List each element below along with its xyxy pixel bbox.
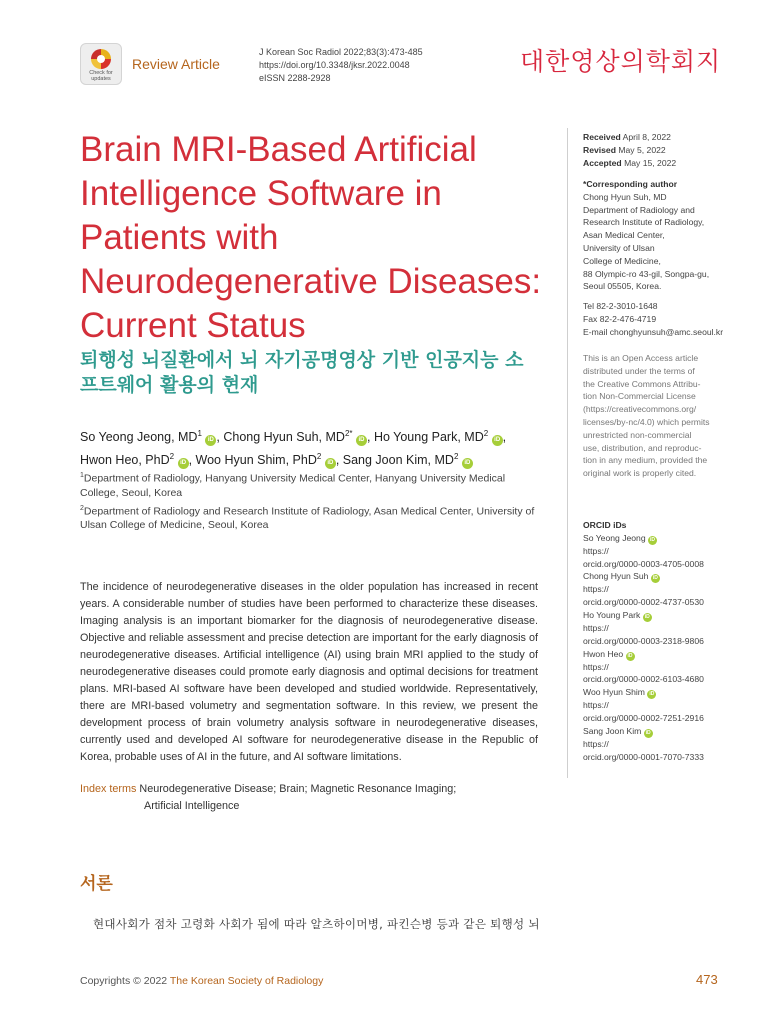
journal-citation: J Korean Soc Radiol 2022;83(3):473-485: [259, 47, 423, 57]
license-line: original work is properly cited.: [583, 468, 697, 479]
orcid-entry: [583, 532, 733, 545]
corresponding-author: [583, 178, 733, 293]
revised-date: Revised May 5, 2022: [583, 144, 666, 155]
orcid-name: Woo Hyun Shim: [583, 687, 645, 698]
affiliation-1: $^1$Department of Radiology, Hanyang University Medical Center, Hanyang University Medical College, Seoul, Korea: [80, 472, 506, 499]
orcid-entry: [583, 570, 733, 583]
body-text: 현대사회가 점차 고령화 사회가 됨에 따라 알츠하이머병, 파킨슨병 등과 같은 퇴행성 뇌: [93, 917, 540, 931]
orcid-icon[interactable]: iD: [649, 691, 655, 698]
orcid-name: Sang Joon Kim: [583, 725, 642, 736]
orcid-label: ORCID iDs: [583, 520, 627, 530]
license-line: use, distribution, and reproduc-: [583, 442, 702, 453]
orcid-name: Ho Young Park: [583, 609, 641, 620]
affiliation-2: $^2$Department of Radiology and Research Institute of Radiology, Asan Medical Center, University of Ulsan College of Medicine, Seoul, Korea: [80, 504, 535, 531]
corresponding-label: *Corresponding author: [583, 179, 678, 189]
orcid-url[interactable]: orcid.org/0000-0002-4737-0530: [583, 597, 704, 608]
orcid-icon[interactable]: iD: [627, 652, 633, 659]
license-line: licenses/by-nc/4.0) which permits: [583, 416, 710, 427]
doi-link[interactable]: https://doi.org/10.3348/jksr.2022.0048: [259, 60, 410, 70]
orcid-url-prefix[interactable]: https://: [583, 584, 609, 595]
address-line: Seoul 05505, Korea.: [583, 281, 662, 292]
contact-line: Fax 82-2-476-4719: [583, 313, 657, 324]
address-line: 88 Olympic-ro 43-gil, Songpa-gu,: [583, 268, 710, 279]
article-dates: [583, 131, 733, 169]
license-line: the Creative Commons Attribu-: [583, 378, 701, 389]
address-line: University of Ulsan: [583, 242, 655, 253]
author-affiliation-mark: 2: [316, 452, 322, 462]
license-line: This is an Open Access article: [583, 353, 699, 363]
orcid-icon[interactable]: iD: [178, 458, 189, 469]
korean-title: 퇴행성 뇌질환에서 뇌 자기공명영상 기반 인공지능 소프트웨어 활용의 현재: [80, 349, 524, 396]
author-affiliation-mark: 2: [169, 452, 175, 462]
index-terms-line2: Artificial Intelligence: [144, 800, 240, 812]
address-line: College of Medicine,: [583, 255, 661, 266]
accepted-date: Accepted May 15, 2022: [583, 157, 677, 168]
orcid-url-prefix[interactable]: https://: [583, 700, 609, 711]
author-name: Ho Young Park, MD: [373, 430, 484, 445]
author-name: So Yeong Jeong, MD: [80, 430, 198, 445]
address-line: Department of Radiology and: [583, 204, 695, 215]
orcid-entry: [583, 686, 733, 699]
orcid-ids: [583, 519, 733, 763]
license-line: unrestricted non-commercial: [583, 429, 692, 440]
orcid-icon[interactable]: iD: [205, 435, 216, 446]
author-name: Sang Joon Kim, MD: [342, 453, 454, 468]
orcid-name: So Yeong Jeong: [583, 532, 646, 543]
crossmark-icon: [91, 49, 111, 69]
contact-info: [583, 300, 733, 338]
abstract-text: The incidence of neurodegenerative diseases in the older population has increased in recent years. A considerable number of studies have been performed to characterize these diseases. Imaging analysis is an important biomarker for the diagnosis of neurodegenerative disease. Objective and reliable assessment and precise detection are important for the early diagnosis of neurodegenerative diseases. Artificial intelligence (AI) using brain MRI applied to the study of neurodegenerative diseases could promote early diagnosis and optimal decisions for treatment plans. MRI-based AI software have been developed and studied worldwide. Representatively, there are MRI-based volumetry and segmentation software. In this review, we present the development process of brain volumetry analysis software in neurodegenerative diseases, currently used and developed AI software for neurodegenerative disease in the Republic of Korea, probable uses of AI in the future, and AI software limitations.: [80, 581, 538, 763]
orcid-icon[interactable]: iD: [356, 435, 367, 446]
corresponding-address: [583, 191, 733, 293]
page-number: 473: [696, 972, 718, 987]
footer-copyright: Copyrights © 2022 The Korean Society of Radiology: [80, 975, 324, 987]
license-line: tion in any medium, provided the: [583, 455, 708, 466]
section-heading: 서론: [80, 874, 113, 894]
orcid-icon[interactable]: iD: [645, 729, 651, 736]
orcid-url-prefix[interactable]: https://: [583, 545, 609, 556]
license-notice: [583, 352, 733, 480]
orcid-entry: [583, 609, 733, 622]
received-date: Received April 8, 2022: [583, 132, 671, 142]
article-title: Brain MRI-Based Artificial Intelligence Software in Patients with Neurodegenerative Diseases: Current Status: [80, 130, 542, 345]
license-line: (https://creativecommons.org/: [583, 404, 697, 415]
orcid-url-prefix[interactable]: https://: [583, 661, 609, 672]
orcid-name: Hwon Heo: [583, 648, 624, 659]
article-type-label: Review Article: [132, 56, 220, 72]
author-affiliation-mark: 2: [483, 429, 489, 438]
orcid-icon[interactable]: iD: [644, 613, 650, 620]
index-terms-label: Index terms: [80, 783, 137, 795]
orcid-url[interactable]: orcid.org/0000-0001-7070-7333: [583, 751, 704, 762]
address-line: Chong Hyun Suh, MD: [583, 191, 667, 202]
author-name: Chong Hyun Suh, MD: [223, 430, 345, 445]
contact-line: E-mail chonghyunsuh@amc.seoul.kr: [583, 326, 724, 337]
journal-logo: 대한영상의학회지: [520, 47, 722, 76]
affiliations: [80, 469, 540, 534]
orcid-url-prefix[interactable]: https://: [583, 622, 609, 633]
society-name: The Korean Society of Radiology: [169, 975, 324, 987]
badge-label: Check for updates: [89, 70, 113, 82]
address-line: Asan Medical Center,: [583, 230, 665, 241]
orcid-url-prefix[interactable]: https://: [583, 738, 609, 749]
author-list: So Yeong Jeong, $MD^1$ iD , Chong Hyun Suh, $MD^{2*}$ iD , Ho Young Park, $MD^2$ iD , Hwon Heo, PhD$^2$ iD , Woo Hyun Shim, PhD$^2$ iD , Sang Joon Kim, $MD^2$ iD: [80, 429, 507, 468]
eissn: eISSN 2288-2928: [259, 73, 331, 83]
orcid-url[interactable]: orcid.org/0000-0002-7251-2916: [583, 712, 704, 723]
journal-meta: [259, 46, 423, 85]
orcid-entry: [583, 725, 733, 738]
author-name: Hwon Heo, PhD: [80, 453, 170, 468]
author-affiliation-mark: 2: [453, 452, 459, 462]
orcid-icon[interactable]: iD: [652, 575, 658, 582]
orcid-url[interactable]: orcid.org/0000-0003-2318-9806: [583, 635, 704, 646]
author-name: Woo Hyun Shim, PhD: [195, 453, 317, 468]
index-terms-line1: Neurodegenerative Disease; Brain; Magnetic Resonance Imaging;: [139, 783, 457, 795]
orcid-url[interactable]: orcid.org/0000-0003-4705-0008: [583, 558, 704, 569]
orcid-url[interactable]: orcid.org/0000-0002-6103-4680: [583, 674, 704, 685]
license-line: distributed under the terms of: [583, 365, 695, 376]
orcid-icon[interactable]: iD: [325, 458, 336, 469]
index-terms: [80, 781, 538, 815]
orcid-entry: [583, 648, 733, 661]
license-line: tion Non-Commercial License: [583, 391, 696, 402]
orcid-icon[interactable]: iD: [462, 458, 473, 469]
check-for-updates-badge[interactable]: [80, 43, 122, 85]
contact-line: Tel 82-2-3010-1648: [583, 301, 658, 311]
orcid-icon[interactable]: iD: [492, 435, 503, 446]
author-affiliation-mark: 1: [197, 429, 202, 438]
orcid-name: Chong Hyun Suh: [583, 571, 649, 582]
orcid-icon[interactable]: iD: [650, 536, 655, 543]
address-line: Research Institute of Radiology,: [583, 217, 705, 228]
author-affiliation-mark: 2*: [344, 429, 353, 438]
